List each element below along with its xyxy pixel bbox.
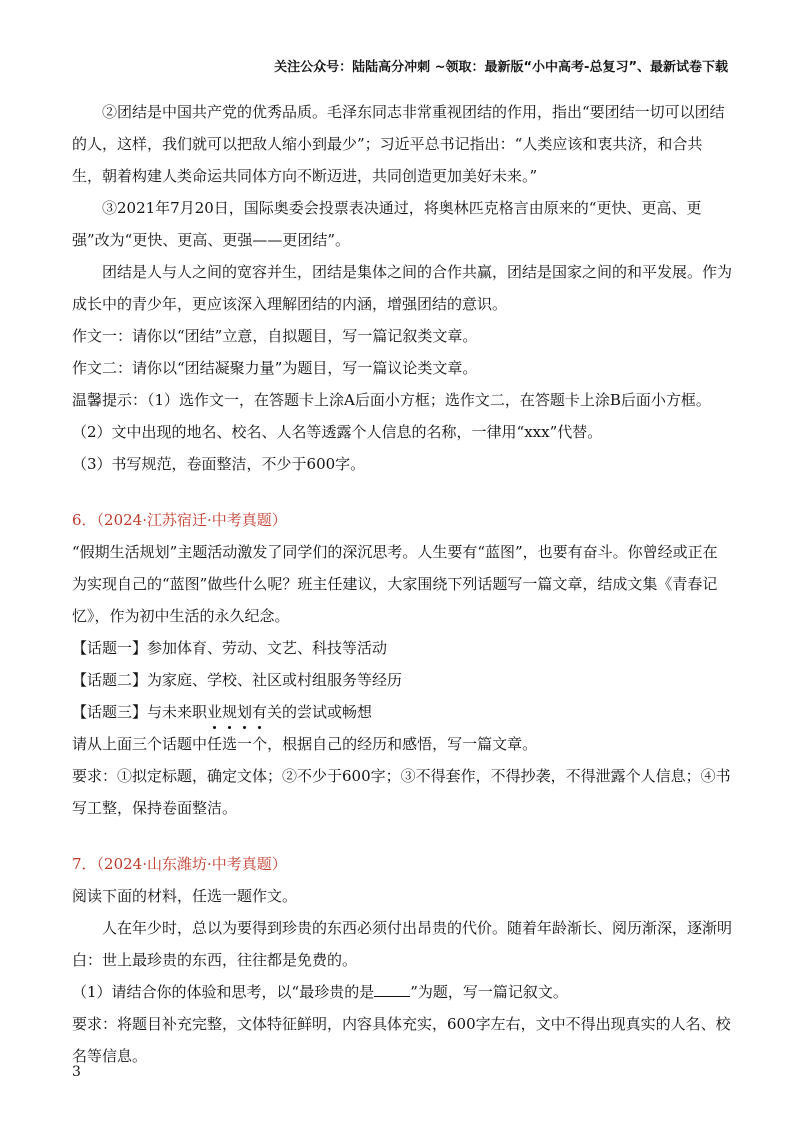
- q6-instruction: [72, 728, 732, 760]
- q7-task-1-pre: （1）请结合你的体验和思考，以“最珍贵的是: [72, 983, 375, 1001]
- document-body: [72, 96, 732, 1072]
- title-blank: [374, 982, 410, 997]
- q7-requirements: 要求：将题目补充完整，文体特征鲜明，内容具体充实，600字左右，文中不得出现真实的人名、校名等信息。: [72, 1015, 731, 1065]
- q5-task-1: 作文一：请你以“团结”立意，自拟题目，写一篇记叙类文章。: [72, 327, 478, 345]
- q7-intro: 阅读下面的材料，任选一题作文。: [72, 887, 298, 905]
- q5-tip-1: 温馨提示：（1）选作文一，在答题卡上涂A后面小方框；选作文二，在答题卡上涂B后面小方框。: [72, 391, 711, 409]
- page-header: 关注公众号：陆陆高分冲刺 ~领取：最新版“小中高考-总复习”、最新试卷下载: [274, 60, 728, 75]
- q7-task-1: [72, 976, 732, 1008]
- q5-paragraph-3: ③2021年7月20日，国际奥委会投票表决通过，将奥林匹克格言由原来的“更快、更高、更强”改为“更快、更高、更强——更团结”。: [72, 199, 702, 249]
- emphasis-char: 个: [252, 728, 267, 760]
- q6-source: 6．（2024·江苏宿迁·中考真题）: [72, 511, 287, 529]
- q6-topic-3: 【话题三】与未来职业规划有关的尝试或畅想: [72, 703, 373, 721]
- q5-tip-3: （3）书写规范，卷面整洁，不少于600字。: [72, 455, 366, 473]
- q6-topic-1: 【话题一】参加体育、劳动、文艺、科技等活动: [72, 639, 388, 657]
- emphasis-char: 一: [237, 728, 252, 760]
- q6-instruction-post: ，根据自己的经历和感悟，写一篇文章。: [267, 735, 538, 753]
- q6-instruction-pre: 请从上面三个话题中: [72, 735, 208, 753]
- q5-paragraph-2: ②团结是中国共产党的优秀品质。毛泽东同志非常重视团结的作用，指出“要团结一切可以团结的人，这样，我们就可以把敌人缩小到最少”；习近平总书记指出：“人类应该和衷共济，和合共生，朝着构建人类命运共同体方向不断迈进，共同创造更加美好未来。”: [72, 103, 725, 185]
- page-number: 3: [72, 1064, 81, 1080]
- q5-tip-2: （2）文中出现的地名、校名、人名等透露个人信息的名称，一律用“xxx”代替。: [72, 423, 603, 441]
- q6-instruction-emphasis: [207, 735, 267, 753]
- q5-task-2: 作文二：请你以“团结凝聚力量”为题目，写一篇议论类文章。: [72, 359, 478, 377]
- q6-intro: “假期生活规划”主题活动激发了同学们的深沉思考。人生要有“蓝图”，也要有奋斗。你曾经或正在为实现自己的“蓝图”做些什么呢？班主任建议，大家围绕下列话题写一篇文章，结成文集《青春记忆》，作为初中生活的永久纪念。: [72, 543, 718, 625]
- q6-requirements: 要求：①拟定标题，确定文体；②不少于600字；③不得套作，不得抄袭，不得泄露个人信息；④书写工整，保持卷面整洁。: [72, 767, 731, 817]
- emphasis-char: 选: [222, 728, 237, 760]
- q5-paragraph-4: 团结是人与人之间的宽容并生，团结是集体之间的合作共赢，团结是国家之间的和平发展。作为成长中的青少年，更应该深入理解团结的内涵，增强团结的意识。: [72, 263, 733, 313]
- q7-source: 7．（2024·山东潍坊·中考真题）: [72, 855, 287, 873]
- emphasis-char: 任: [207, 728, 222, 760]
- q7-material: 人在年少时，总以为要得到珍贵的东西必须付出昂贵的代价。随着年龄渐长、阅历渐深，逐渐明白：世上最珍贵的东西，往往都是免费的。: [72, 919, 733, 969]
- q7-task-1-post: ”为题，写一篇记叙文。: [410, 983, 568, 1001]
- q6-topic-2: 【话题二】为家庭、学校、社区或村组服务等经历: [72, 671, 403, 689]
